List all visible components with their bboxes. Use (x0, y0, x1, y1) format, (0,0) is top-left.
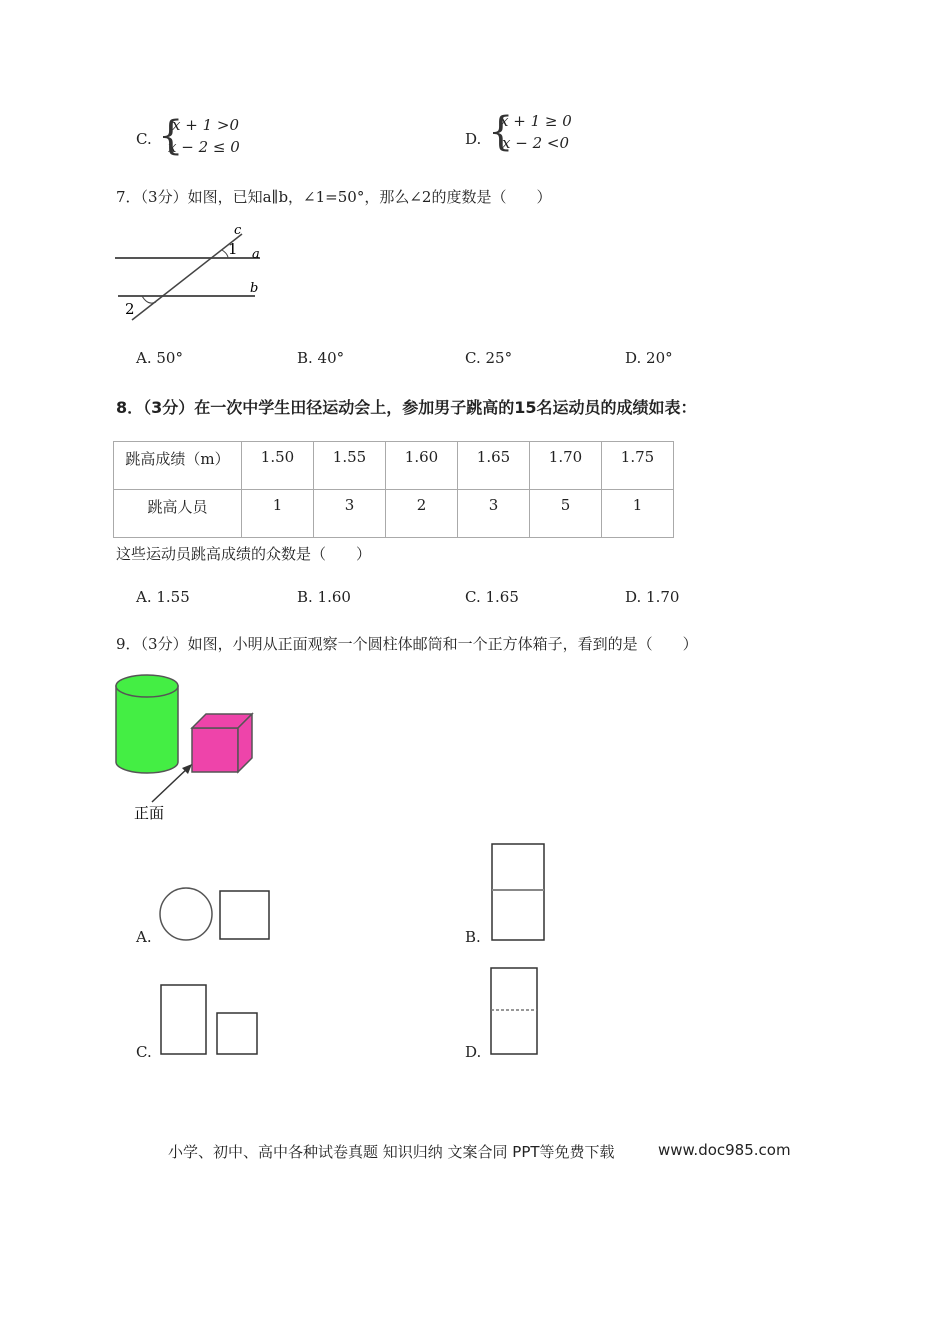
q9-option-c-label: C. (136, 1043, 152, 1061)
front-label: 正面 (134, 804, 165, 822)
table-cell: 1.65 (458, 442, 530, 490)
q7-option-b: B. 40° (297, 349, 345, 367)
table-cell: 1 (242, 490, 314, 538)
table-cell: 1.55 (314, 442, 386, 490)
table-row-header: 跳高成绩（m） (114, 442, 242, 490)
q8-option-c: C. 1.65 (465, 588, 519, 606)
q8-option-b: B. 1.60 (297, 588, 351, 606)
q9-option-a-figure (158, 886, 274, 944)
brace-icon: { (158, 113, 184, 159)
table-cell: 1.75 (602, 442, 674, 490)
square-shape (220, 891, 269, 939)
mailbox-box-figure (110, 670, 270, 825)
q9-option-c-figure (158, 982, 262, 1058)
table-cell: 5 (530, 490, 602, 538)
table-cell: 1.60 (386, 442, 458, 490)
cylinder-body (116, 686, 178, 773)
q7-option-a: A. 50° (136, 349, 183, 367)
footer-site-link[interactable]: www.doc985.com (658, 1141, 791, 1159)
table-cell: 1.70 (530, 442, 602, 490)
q7-stem: 7．（3分）如图，已知a∥b，∠1=50°，那么∠2的度数是（ ） (116, 188, 552, 206)
q9-option-d-label: D. (465, 1043, 482, 1061)
table-row (114, 442, 674, 490)
option-d-label: D. (465, 130, 482, 148)
label-angle1: 1 (228, 240, 238, 258)
label-angle2: 2 (125, 300, 135, 318)
q9-option-d-figure (489, 966, 541, 1058)
rectangle-shape (492, 844, 544, 940)
table-cell: 2 (386, 490, 458, 538)
option-c-label: C. (136, 130, 152, 148)
q9-option-b-figure (490, 842, 548, 944)
footer-text: 小学、初中、高中各种试卷真题 知识归纳 文案合同 PPT等免费下载 (168, 1143, 615, 1161)
q8-option-a: A. 1.55 (136, 588, 190, 606)
q7-option-d: D. 20° (625, 349, 673, 367)
q9-option-a-label: A. (136, 928, 152, 946)
q9-option-b-label: B. (465, 928, 481, 946)
q8-option-d: D. 1.70 (625, 588, 680, 606)
q8-stem: 8．（3分）在一次中学生田径运动会上，参加男子跳高的15名运动员的成绩如表： (116, 398, 697, 417)
label-b: b (250, 281, 259, 296)
q7-option-c: C. 25° (465, 349, 513, 367)
parallel-lines-figure (110, 220, 280, 325)
q8-question: 这些运动员跳高成绩的众数是（ ） (116, 545, 372, 563)
line-c (132, 234, 242, 320)
table-cell: 3 (458, 490, 530, 538)
option-d-system (488, 110, 572, 154)
circle-shape (160, 888, 212, 940)
score-table (113, 441, 674, 538)
table-row-header: 跳高人员 (114, 490, 242, 538)
label-c: c (234, 223, 242, 238)
table-row (114, 490, 674, 538)
tall-rectangle-shape (161, 985, 206, 1054)
table-cell: 1.50 (242, 442, 314, 490)
brace-icon: { (488, 109, 514, 155)
option-d-line1: x + 1 ≥ 0 (500, 112, 572, 130)
q9-stem: 9．（3分）如图，小明从正面观察一个圆柱体邮筒和一个正方体箱子，看到的是（ ） (116, 635, 698, 653)
table-cell: 3 (314, 490, 386, 538)
cylinder-top (116, 675, 178, 697)
option-c-line1: x + 1 >0 (172, 116, 239, 134)
rectangle-shape (491, 968, 537, 1054)
option-d-line2: x − 2 <0 (502, 134, 569, 152)
square-shape (217, 1013, 257, 1054)
option-c-system (158, 114, 240, 158)
option-c-line2: x − 2 ≤ 0 (168, 138, 240, 156)
table-cell: 1 (602, 490, 674, 538)
cube-front (192, 728, 238, 772)
label-a: a (252, 247, 260, 262)
